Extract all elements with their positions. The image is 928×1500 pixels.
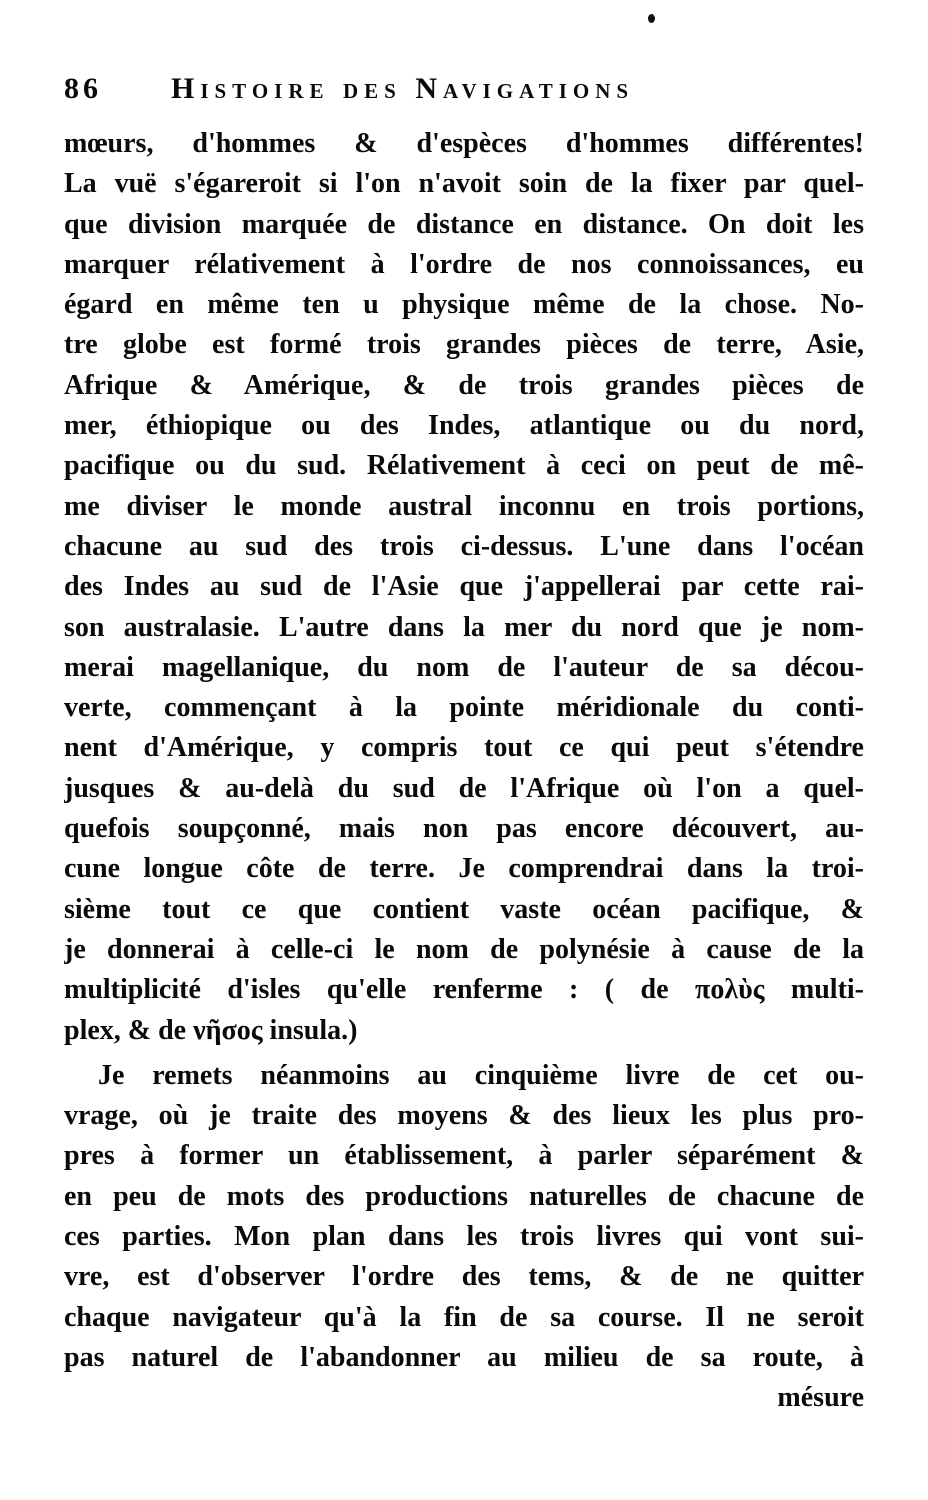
text-line: ces parties. Mon plan dans les trois livres qui vont sui- bbox=[64, 1221, 864, 1253]
text-line: cune longue côte de terre. Je comprendrai dans la troi- bbox=[64, 853, 864, 885]
text-line: vre, est d'observer l'ordre des tems, & de ne quitter bbox=[64, 1261, 864, 1293]
text-line: tre globe est formé trois grandes pièces de terre, Asie, bbox=[64, 329, 864, 361]
text-line: merai magellanique, du nom de l'auteur de sa décou- bbox=[64, 651, 864, 683]
text-line: pas naturel de l'abandonner au milieu de sa route, à bbox=[64, 1341, 864, 1373]
text-line: me diviser le monde austral inconnu en trois portions, bbox=[64, 490, 864, 522]
text-line: La vuë s'égareroit si l'on n'avoit soin de la fixer par quel- bbox=[64, 168, 864, 200]
body-text bbox=[64, 124, 864, 1419]
text-line: Je remets néanmoins au cinquième livre de cet ou- bbox=[98, 1059, 864, 1091]
text-line: nent d'Amérique, y compris tout ce qui peut s'étendre bbox=[64, 732, 864, 764]
text-line: Afrique & Amérique, & de trois grandes pièces de bbox=[64, 369, 864, 401]
text-line: en peu de mots des productions naturelles de chacune de bbox=[64, 1180, 864, 1212]
text-line: vrage, où je traite des moyens & des lieux les plus pro- bbox=[64, 1100, 864, 1132]
text-line: quefois soupçonné, mais non pas encore découvert, au- bbox=[64, 813, 864, 845]
text-line: que division marquée de distance en distance. On doit les bbox=[64, 208, 864, 240]
page-number: 86 bbox=[64, 72, 102, 105]
text-line: égard en même ten u physique même de la chose. No- bbox=[64, 289, 864, 321]
ink-speck bbox=[648, 14, 655, 23]
catchword: mésure bbox=[777, 1382, 864, 1414]
text-line: pacifique ou du sud. Rélativement à ceci on peut de mê- bbox=[64, 450, 864, 482]
text-line: mer, éthiopique ou des Indes, atlantique ou du nord, bbox=[64, 410, 864, 442]
text-line: je donnerai à celle-ci le nom de polynésie à cause de la bbox=[64, 933, 864, 965]
text-line: marquer rélativement à l'ordre de nos connoissances, eu bbox=[64, 248, 864, 280]
text-line: des Indes au sud de l'Asie que j'appellerai par cette rai- bbox=[64, 571, 864, 603]
text-line: pres à former un établissement, à parler séparément & bbox=[64, 1140, 864, 1172]
paragraph-1 bbox=[64, 124, 864, 1051]
running-head bbox=[64, 70, 804, 114]
paragraph-2 bbox=[64, 1056, 864, 1378]
text-line: plex, & de νῆσος insula.) bbox=[64, 1014, 358, 1046]
text-line: sième tout ce que contient vaste océan pacifique, & bbox=[64, 893, 864, 925]
text-line: chaque navigateur qu'à la fin de sa course. Il ne seroit bbox=[64, 1301, 864, 1333]
text-line: multiplicité d'isles qu'elle renferme : ( de πολὺς multi- bbox=[64, 974, 864, 1006]
text-line: mœurs, d'hommes & d'espèces d'hommes différentes! bbox=[64, 128, 864, 159]
text-line: verte, commençant à la pointe méridionale du conti- bbox=[64, 692, 864, 724]
text-line: chacune au sud des trois ci-dessus. L'une dans l'océan bbox=[64, 530, 864, 562]
running-title: Histoire des Navigations bbox=[171, 72, 635, 105]
text-line: son australasie. L'autre dans la mer du nord que je nom- bbox=[64, 611, 864, 643]
text-line: jusques & au-delà du sud de l'Afrique où l'on a quel- bbox=[64, 772, 864, 804]
